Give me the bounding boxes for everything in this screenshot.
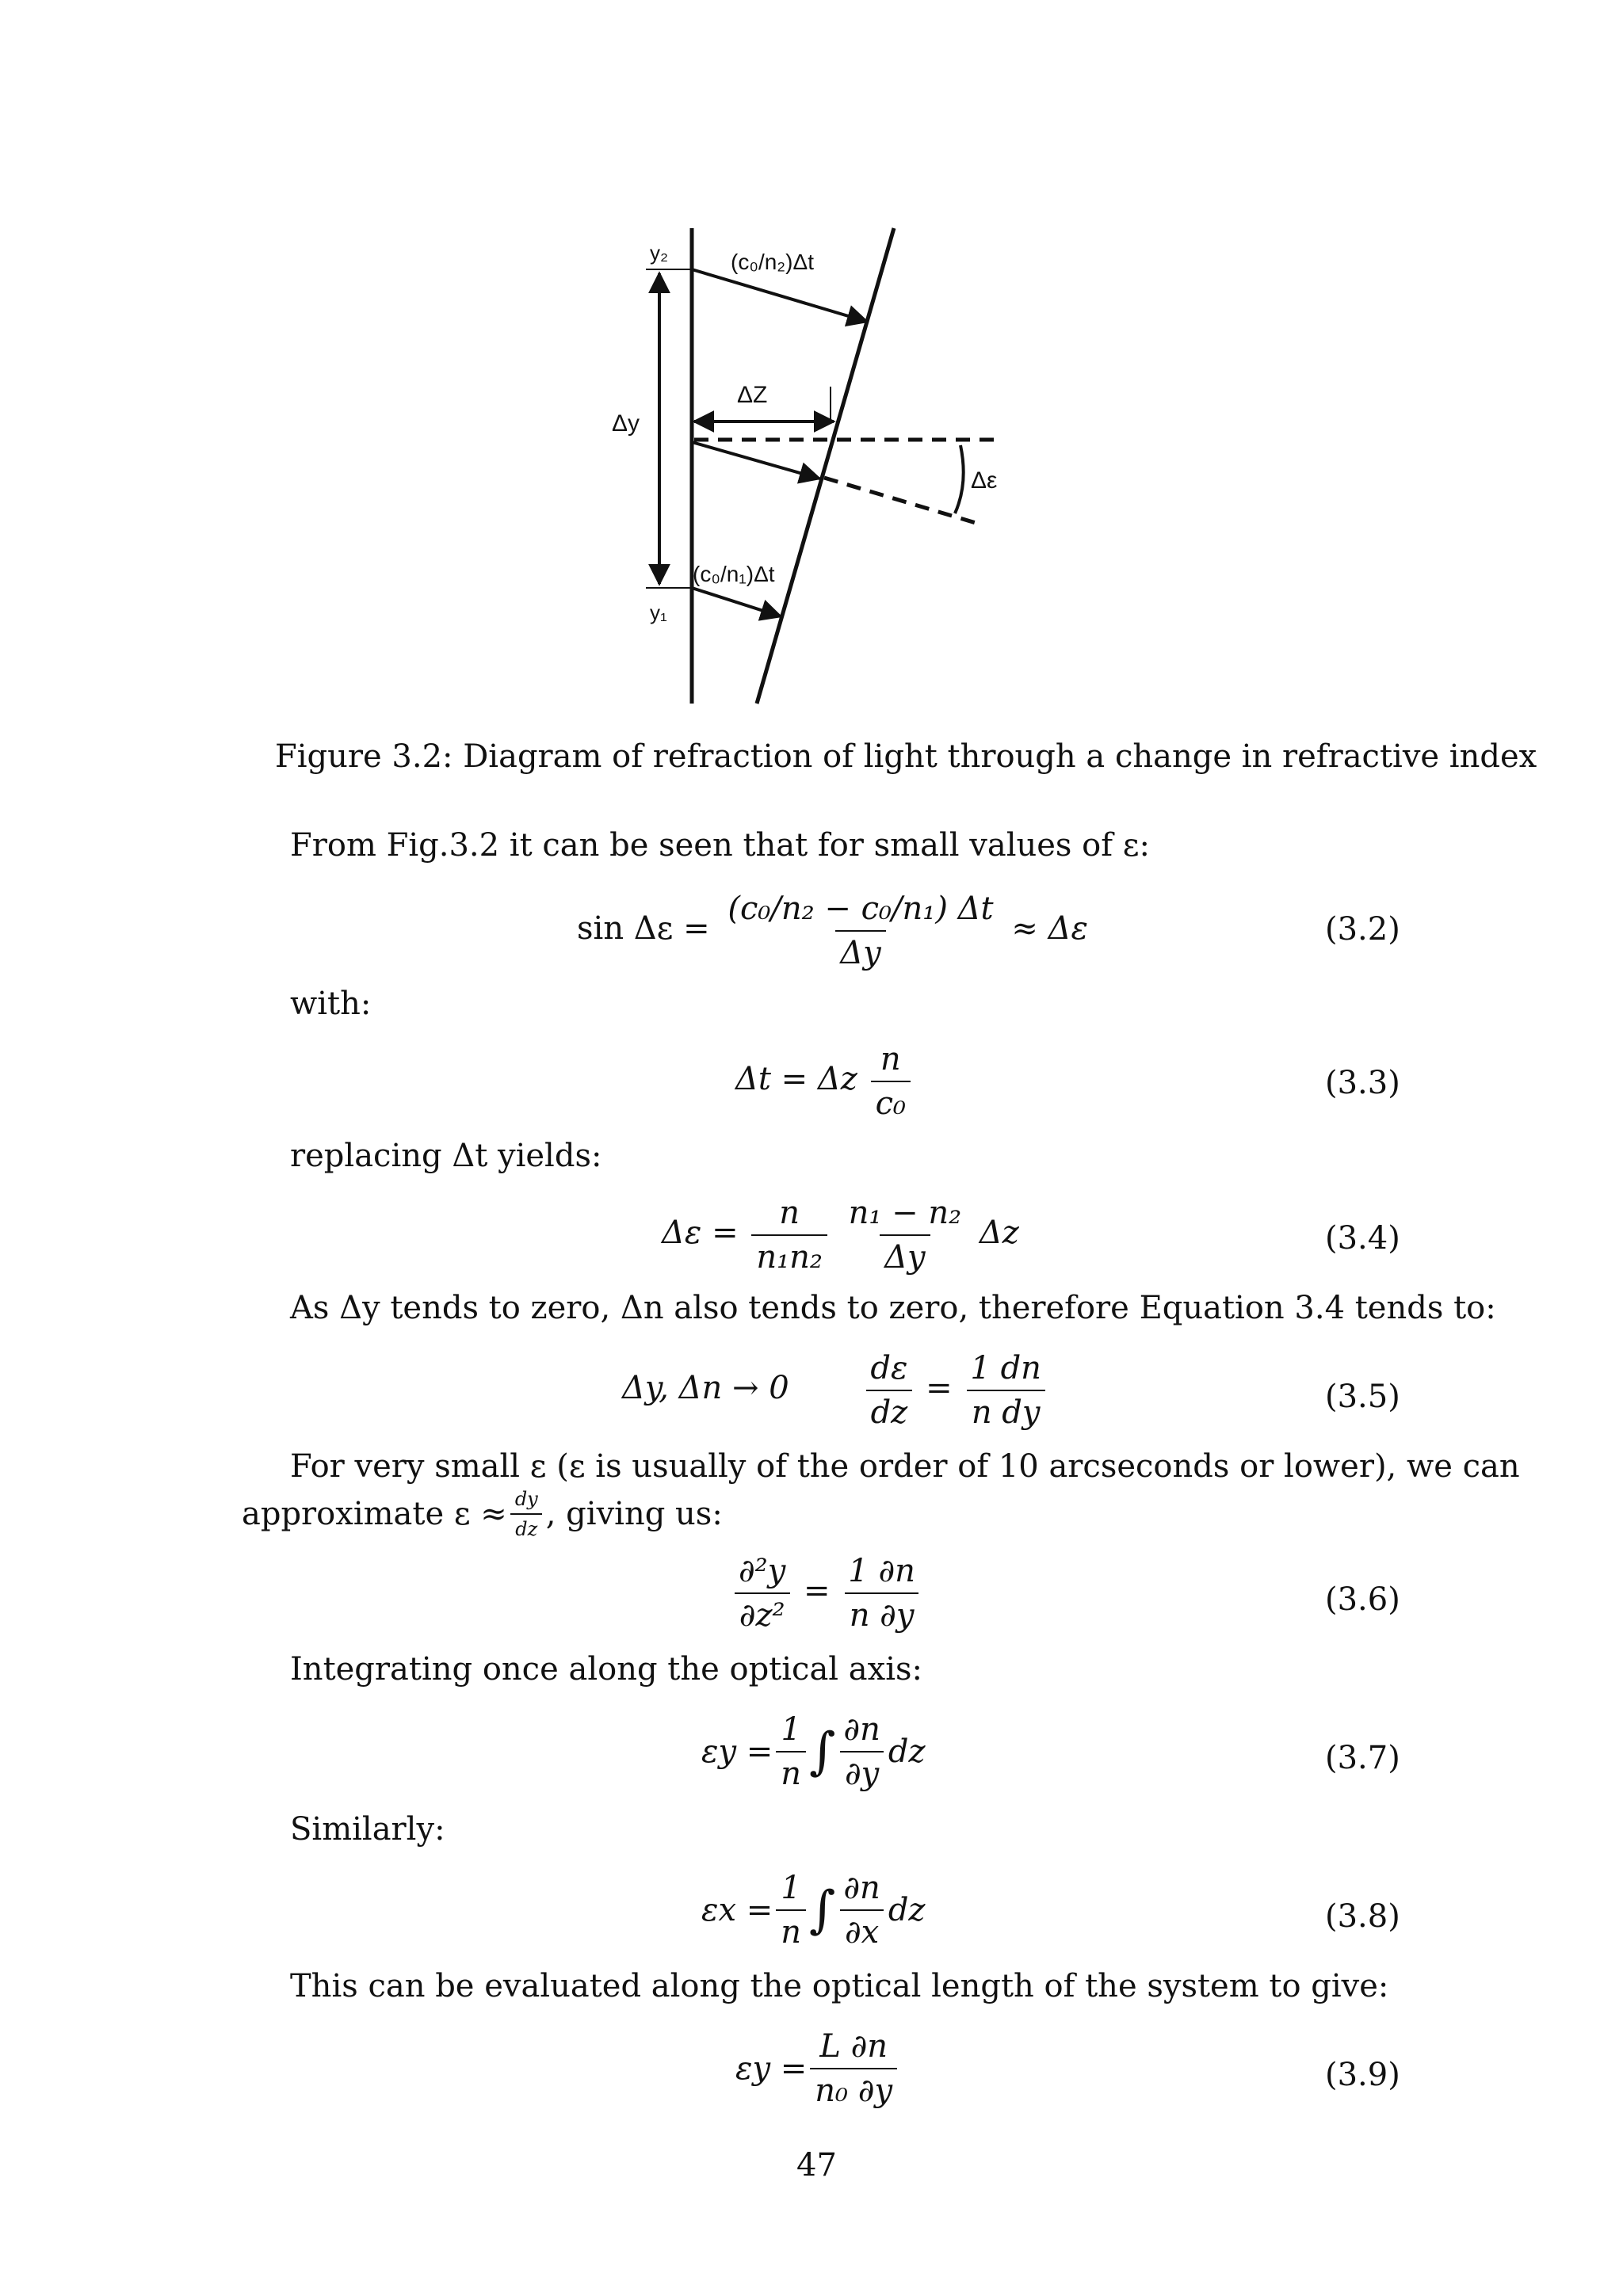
eq34-lhs: Δε = xyxy=(662,1215,739,1251)
equation-3-8 xyxy=(701,1870,926,1951)
approx-denominator: dz xyxy=(510,1513,542,1540)
paragraph-replacing: replacing Δt yields: xyxy=(290,1138,602,1174)
eq38-fraction-1 xyxy=(776,1870,806,1951)
eq35-denominator-1: dz xyxy=(866,1390,913,1431)
dashed-deflected xyxy=(824,478,981,524)
paragraph-similarly: Similarly: xyxy=(290,1811,445,1848)
eq38-fraction-2 xyxy=(838,1870,884,1951)
deps-label: Δε xyxy=(971,467,998,494)
eq38-numerator-1: 1 xyxy=(781,1870,801,1906)
eq33-denominator: c₀ xyxy=(871,1081,911,1122)
eq38-denominator-1: n xyxy=(776,1909,806,1951)
eq35-fraction-2 xyxy=(965,1350,1046,1431)
eq36-fraction-1 xyxy=(734,1553,790,1634)
eq34-fraction-2 xyxy=(844,1195,967,1276)
eq37-fraction-1 xyxy=(776,1711,806,1792)
bottom-ray-arrow xyxy=(692,588,781,616)
eq-number-3-8: (3.8) xyxy=(1325,1898,1400,1935)
equation-3-2 xyxy=(577,891,1088,971)
paragraph-integrating: Integrating once along the optical axis: xyxy=(290,1651,923,1688)
eq38-integral: ∫ xyxy=(809,1881,836,1939)
eq34-numerator-2: n₁ − n₂ xyxy=(848,1195,962,1231)
eq35-numerator-1: dε xyxy=(870,1350,908,1386)
eq37-numerator-1: 1 xyxy=(781,1711,801,1748)
eq39-numerator: L ∂n xyxy=(819,2028,888,2065)
eq32-rhs: ≈ Δε xyxy=(1011,910,1088,947)
middle-ray-arrow xyxy=(692,442,819,479)
eq39-lhs: εy = xyxy=(735,2050,808,2087)
eq-number-3-5: (3.5) xyxy=(1325,1379,1400,1415)
bottom-arrow-label: (c₀/n₁)Δt xyxy=(693,562,775,586)
eq33-fraction xyxy=(871,1041,911,1122)
eq32-fraction xyxy=(723,891,998,971)
paragraph-as-dy: As Δy tends to zero, Δn also tends to zero, therefore Equation 3.4 tends to: xyxy=(290,1290,1496,1326)
eq32-denominator: Δy xyxy=(835,930,885,971)
approx-fraction xyxy=(510,1488,543,1540)
eq36-fraction-2 xyxy=(843,1553,920,1634)
eq-number-3-7: (3.7) xyxy=(1325,1740,1400,1776)
eq33-lhs: Δt = Δz xyxy=(735,1061,857,1097)
top-ray-arrow xyxy=(692,269,867,322)
paragraph-intro: From Fig.3.2 it can be seen that for small values of ε: xyxy=(290,827,1150,864)
eq35-fraction-1 xyxy=(865,1350,912,1431)
paragraph-evaluated: This can be evaluated along the optical length of the system to give: xyxy=(290,1968,1389,2004)
paragraph-with: with: xyxy=(290,986,372,1022)
eq35-condition: Δy, Δn → 0 xyxy=(622,1370,789,1406)
eq35-numerator-2: 1 dn xyxy=(970,1350,1041,1386)
y2-label: y₂ xyxy=(650,241,669,265)
page-number: 47 xyxy=(796,2147,837,2183)
approx-text-a: approximate ε ≈ xyxy=(242,1496,507,1532)
eq37-integral: ∫ xyxy=(809,1722,836,1781)
eq37-numerator-2: ∂n xyxy=(843,1711,880,1748)
refraction-diagram xyxy=(0,0,1623,713)
equation-3-4 xyxy=(662,1195,1019,1276)
eq37-denominator-2: ∂y xyxy=(840,1751,884,1792)
figure-caption: Figure 3.2: Diagram of refraction of light through a change in refractive index xyxy=(275,738,1537,775)
approx-numerator: dy xyxy=(514,1488,538,1510)
eq32-numerator: (c₀/n₂ − c₀/n₁) Δt xyxy=(727,891,994,927)
eq36-numerator-2: 1 ∂n xyxy=(848,1553,915,1589)
equation-3-6 xyxy=(731,1553,923,1634)
eq34-numerator-1: n xyxy=(779,1195,800,1231)
eq34-denominator-1: n₁n₂ xyxy=(751,1234,827,1276)
equation-3-3 xyxy=(735,1041,914,1122)
eq37-denominator-1: n xyxy=(776,1751,806,1792)
dy-label: Δy xyxy=(612,410,640,437)
eq33-numerator: n xyxy=(880,1041,901,1077)
eq34-denominator-2: Δy xyxy=(880,1234,930,1276)
equation-3-9 xyxy=(735,2028,900,2109)
top-arrow-label: (c₀/n₂)Δt xyxy=(731,250,814,274)
eq36-denominator-1: ∂z² xyxy=(735,1592,790,1634)
dz-label: ΔZ xyxy=(737,382,768,408)
eq-number-3-9: (3.9) xyxy=(1325,2057,1400,2093)
eq39-fraction xyxy=(810,2028,897,2109)
eq37-lhs: εy = xyxy=(701,1733,773,1770)
eq34-rhs: Δz xyxy=(979,1215,1019,1251)
approx-text-b: , giving us: xyxy=(545,1496,723,1532)
eq-number-3-3: (3.3) xyxy=(1325,1065,1400,1101)
eq38-numerator-2: ∂n xyxy=(843,1870,880,1906)
eq36-denominator-2: n ∂y xyxy=(845,1592,919,1634)
eq-number-3-6: (3.6) xyxy=(1325,1581,1400,1618)
eq36-numerator-1: ∂²y xyxy=(739,1553,786,1589)
eq35-denominator-2: n dy xyxy=(967,1390,1045,1431)
eq37-rhs: dz xyxy=(888,1733,926,1770)
eq38-rhs: dz xyxy=(888,1892,926,1928)
paragraph-small-eps-line2 xyxy=(242,1488,723,1540)
eq-number-3-4: (3.4) xyxy=(1325,1220,1400,1257)
eq36-equals: = xyxy=(804,1573,831,1609)
y1-label: y₁ xyxy=(650,601,667,624)
paragraph-small-eps-line1: For very small ε (ε is usually of the order of 10 arcseconds or lower), we can xyxy=(290,1448,1520,1485)
eq39-denominator: n₀ ∂y xyxy=(810,2068,897,2109)
eq38-denominator-2: ∂x xyxy=(840,1909,884,1951)
equation-3-5 xyxy=(622,1350,1049,1431)
delta-epsilon-arc xyxy=(955,445,964,513)
equation-3-7 xyxy=(701,1711,926,1792)
eq-number-3-2: (3.2) xyxy=(1325,911,1400,948)
eq37-fraction-2 xyxy=(838,1711,884,1792)
eq38-lhs: εx = xyxy=(701,1892,773,1928)
eq34-fraction-1 xyxy=(751,1195,827,1276)
eq32-lhs: sin Δε = xyxy=(577,910,710,947)
eq35-equals: = xyxy=(926,1370,953,1406)
